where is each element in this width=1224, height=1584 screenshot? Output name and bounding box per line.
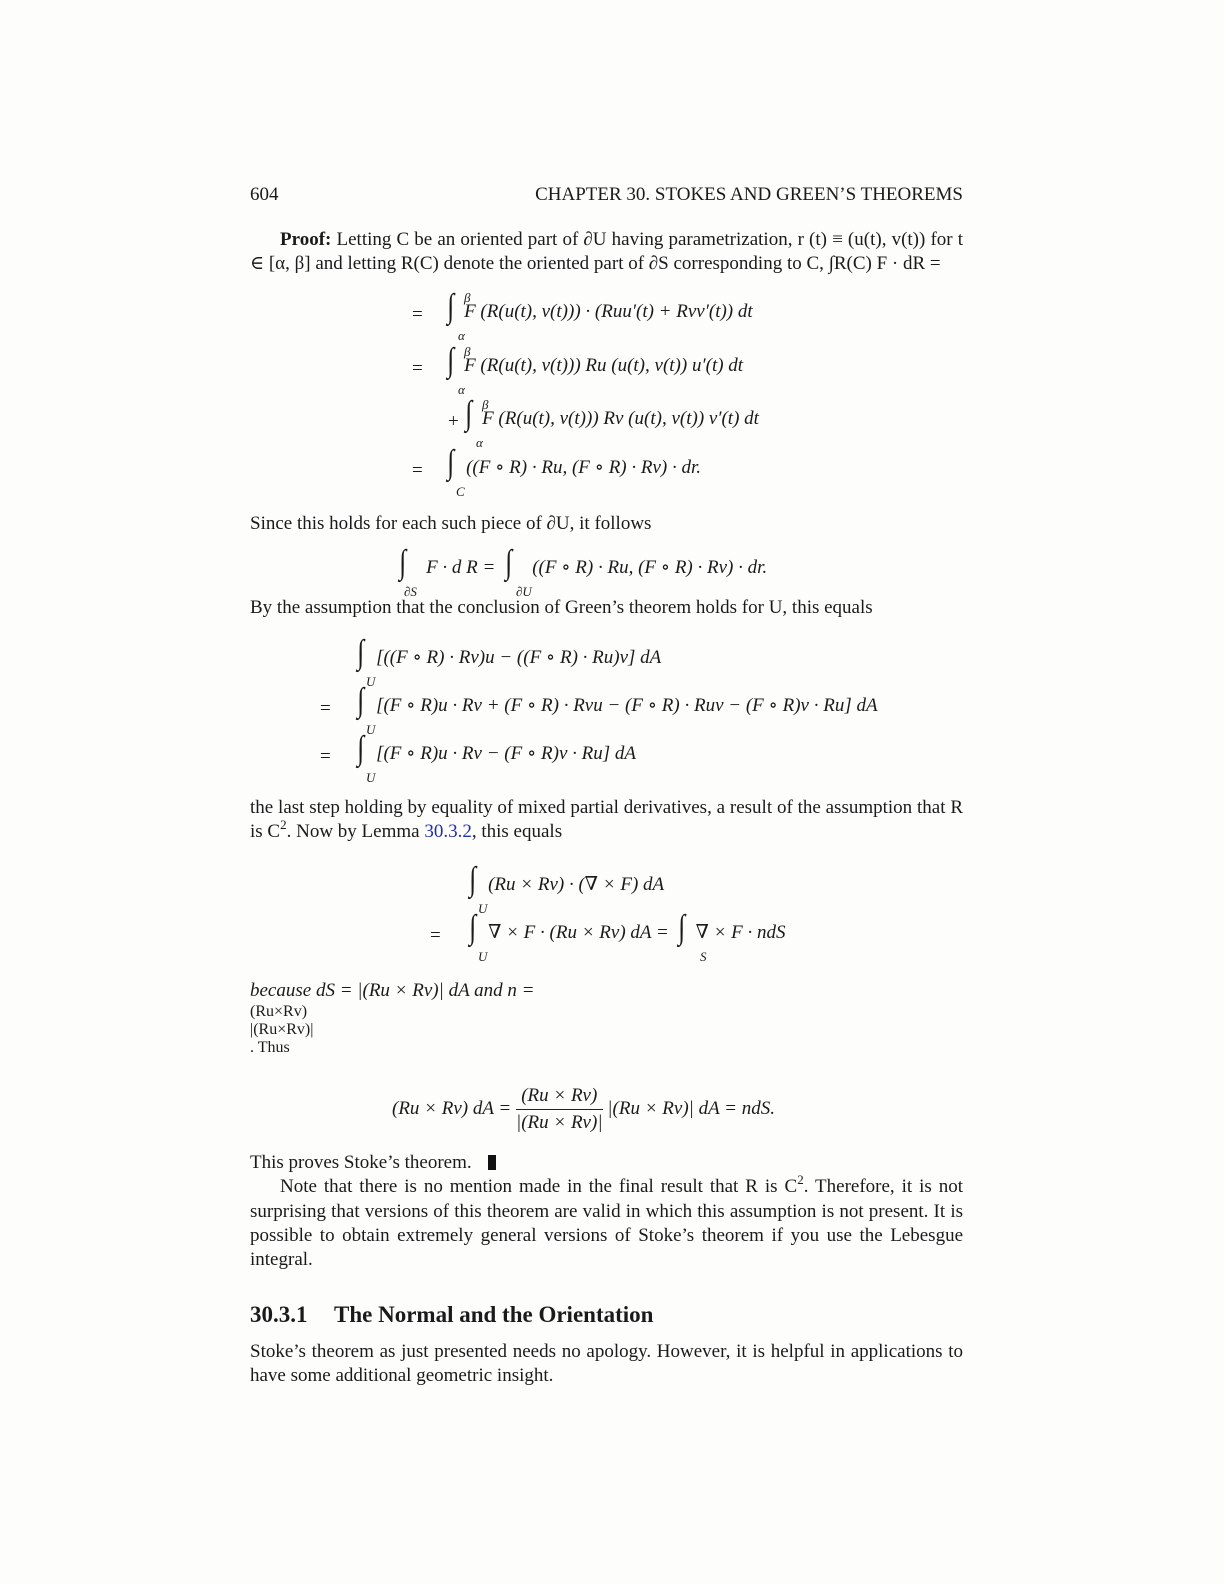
domain-u: U: [366, 770, 376, 785]
superscript: 2: [797, 1172, 804, 1187]
fraction-numerator: (Ru × Rv): [516, 1083, 603, 1110]
text-note: [250, 1172, 964, 1272]
fraction-denominator: |(Ru×Rv)|: [250, 1021, 314, 1038]
equation-4-line-2b: ∇ × F · ndS: [695, 922, 786, 943]
equation-1-line-2: F (R(u(t), v(t))) Ru (u(t), v(t)) u′(t) dt: [464, 355, 744, 376]
upper-limit: β: [464, 344, 471, 359]
page-number: 604: [250, 184, 279, 205]
equation-block-1: = ∫ α β F (R(u(t), v(t))) · (Ruu′(t) + Rvv′(t)) dt = ∫ α β F (R(u(t), v(t))) Ru (u(t), v(t)) u′(t) dt + ∫ α β F (R(u(t), v(t))) Rv (u(t), v(t)) v′(t) dt = ∫ C ((F ∘ R) · Ru, (F ∘ R) · Rv) · dr.: [412, 288, 759, 499]
text-green: By the assumption that the conclusion of Green’s theorem holds for U, this equals: [250, 597, 873, 618]
equation-1-line-3: F (R(u(t), v(t))) Rv (u(t), v(t)) v′(t) dt: [482, 408, 759, 429]
text-4c: , this equals: [471, 821, 563, 842]
upper-limit: β: [464, 290, 471, 305]
domain-u: U: [478, 949, 488, 964]
equation-3-line-1: [((F ∘ R) · Rv)u − ((F ∘ R) · Ru)v] dA: [376, 647, 662, 668]
domain-u: U: [366, 722, 376, 737]
section-heading: [250, 1302, 963, 1328]
equation-4-line-2a: ∇ × F · (Ru × Rv) dA =: [488, 922, 669, 943]
fraction-denominator: |(Ru × Rv)|: [515, 1112, 603, 1133]
equation-1-line-1: F (R(u(t), v(t))) · (Ruu′(t) + Rvv′(t)) dt: [464, 301, 753, 322]
text-5b: . Thus: [250, 1039, 290, 1056]
proof-label: Proof:: [280, 229, 332, 250]
equation-3-line-2: [(F ∘ R)u · Rv + (F ∘ R) · Rvu − (F ∘ R) · Ruv − (F ∘ R)v · Ru] dA: [376, 695, 878, 716]
fraction-numerator: (Ru×Rv): [250, 1003, 308, 1020]
equation-block-3: ∫ U [((F ∘ R) · Rv)u − ((F ∘ R) · Ru)v] dA = ∫ U [(F ∘ R)u · Rv + (F ∘ R) · Rvu − (F ∘ R) · Ruv − (F ∘ R)v · Ru] dA = ∫ U [(F ∘ R)u · Rv − (F ∘ R)v · Ru] dA: [320, 634, 878, 785]
upper-limit: β: [482, 397, 489, 412]
domain-u: U: [366, 674, 376, 689]
equation-5-rhs: |(Ru × Rv)| dA = ndS.: [607, 1097, 775, 1119]
curve-subscript: C: [456, 484, 465, 499]
lhs-domain: ∂S: [404, 584, 417, 599]
superscript: 2: [280, 817, 287, 832]
proof-text: Letting C be an oriented part of ∂U having parametrization, r (t) ≡ (u(t), v(t)) for t ∈ [α, β] and letting R(C) denote the oriented part of ∂S corresponding to C, ∫R(C) F · dR =: [250, 229, 964, 274]
chapter-title: CHAPTER 30. STOKES AND GREEN’S THEOREMS: [535, 184, 963, 205]
domain-s: S: [700, 949, 707, 964]
equation-2-lhs: F · d R =: [426, 557, 496, 578]
text-7b: . Therefore, it is not surprising that versions of this theorem are valid in which this assumption is not present. It is possible to obtain extremely general versions of Stoke’s theorem if you use the Lebesgue integral.: [250, 1176, 964, 1270]
page: [250, 182, 963, 1388]
section-number: 30.3.1: [250, 1302, 308, 1327]
equation-3-line-3: [(F ∘ R)u · Rv − (F ∘ R)v · Ru] dA: [376, 743, 636, 764]
text-because: [250, 979, 963, 1003]
text-mixed-partials: [250, 796, 963, 845]
qed-box-icon: [488, 1155, 496, 1170]
lemma-link[interactable]: 30.3.2: [424, 821, 472, 842]
equation-5-lhs: (Ru × Rv) dA =: [392, 1097, 512, 1119]
equation-block-4: ∫ U (Ru × Rv) · (∇ × F) dA = ∫ U ∇ × F · (Ru × Rv) dA = ∫ S ∇ × F · ndS: [430, 861, 786, 964]
equation-2-rhs: ((F ∘ R) · Ru, (F ∘ R) · Rv) · dr.: [532, 557, 768, 578]
equation-5: [250, 1073, 963, 1151]
text-7a: Note that there is no mention made in the final result that R is C: [280, 1176, 798, 1197]
lower-limit: α: [458, 328, 465, 343]
equation-4-line-1: (Ru × Rv) · (∇ × F) dA: [488, 874, 665, 895]
equation-1-line-4: ((F ∘ R) · Ru, (F ∘ R) · Rv) · dr.: [466, 457, 702, 478]
text-4a: the last step holding by equality of mixed partial derivatives, a result of the assumption that R is C: [250, 797, 963, 842]
running-head: [250, 182, 963, 208]
lower-limit: α: [476, 435, 483, 450]
text-4b: . Now by Lemma: [286, 821, 425, 842]
text-since: Since this holds for each such piece of ∂U, it follows: [250, 513, 652, 534]
proof-paragraph: [250, 228, 963, 276]
section-title: The Normal and the Orientation: [334, 1302, 654, 1327]
lower-limit: α: [458, 382, 465, 397]
domain-u: U: [478, 901, 488, 916]
equation-2: ∫ ∂S F · d R = ∫ ∂U ((F ∘ R) · Ru, (F ∘ R) · Rv) · dr.: [399, 544, 768, 599]
equation-5-fraction: [516, 1083, 603, 1136]
rhs-domain: ∂U: [516, 584, 532, 599]
text-stokes-insight: Stoke’s theorem as just presented needs no apology. However, it is helpful in applications to have some additional geometric insight.: [250, 1341, 963, 1386]
text-5a: because dS = |(Ru × Rv)| dA and n =: [250, 980, 535, 1001]
text-proves: This proves Stoke’s theorem.: [250, 1152, 472, 1173]
qed-line: [250, 1151, 963, 1175]
